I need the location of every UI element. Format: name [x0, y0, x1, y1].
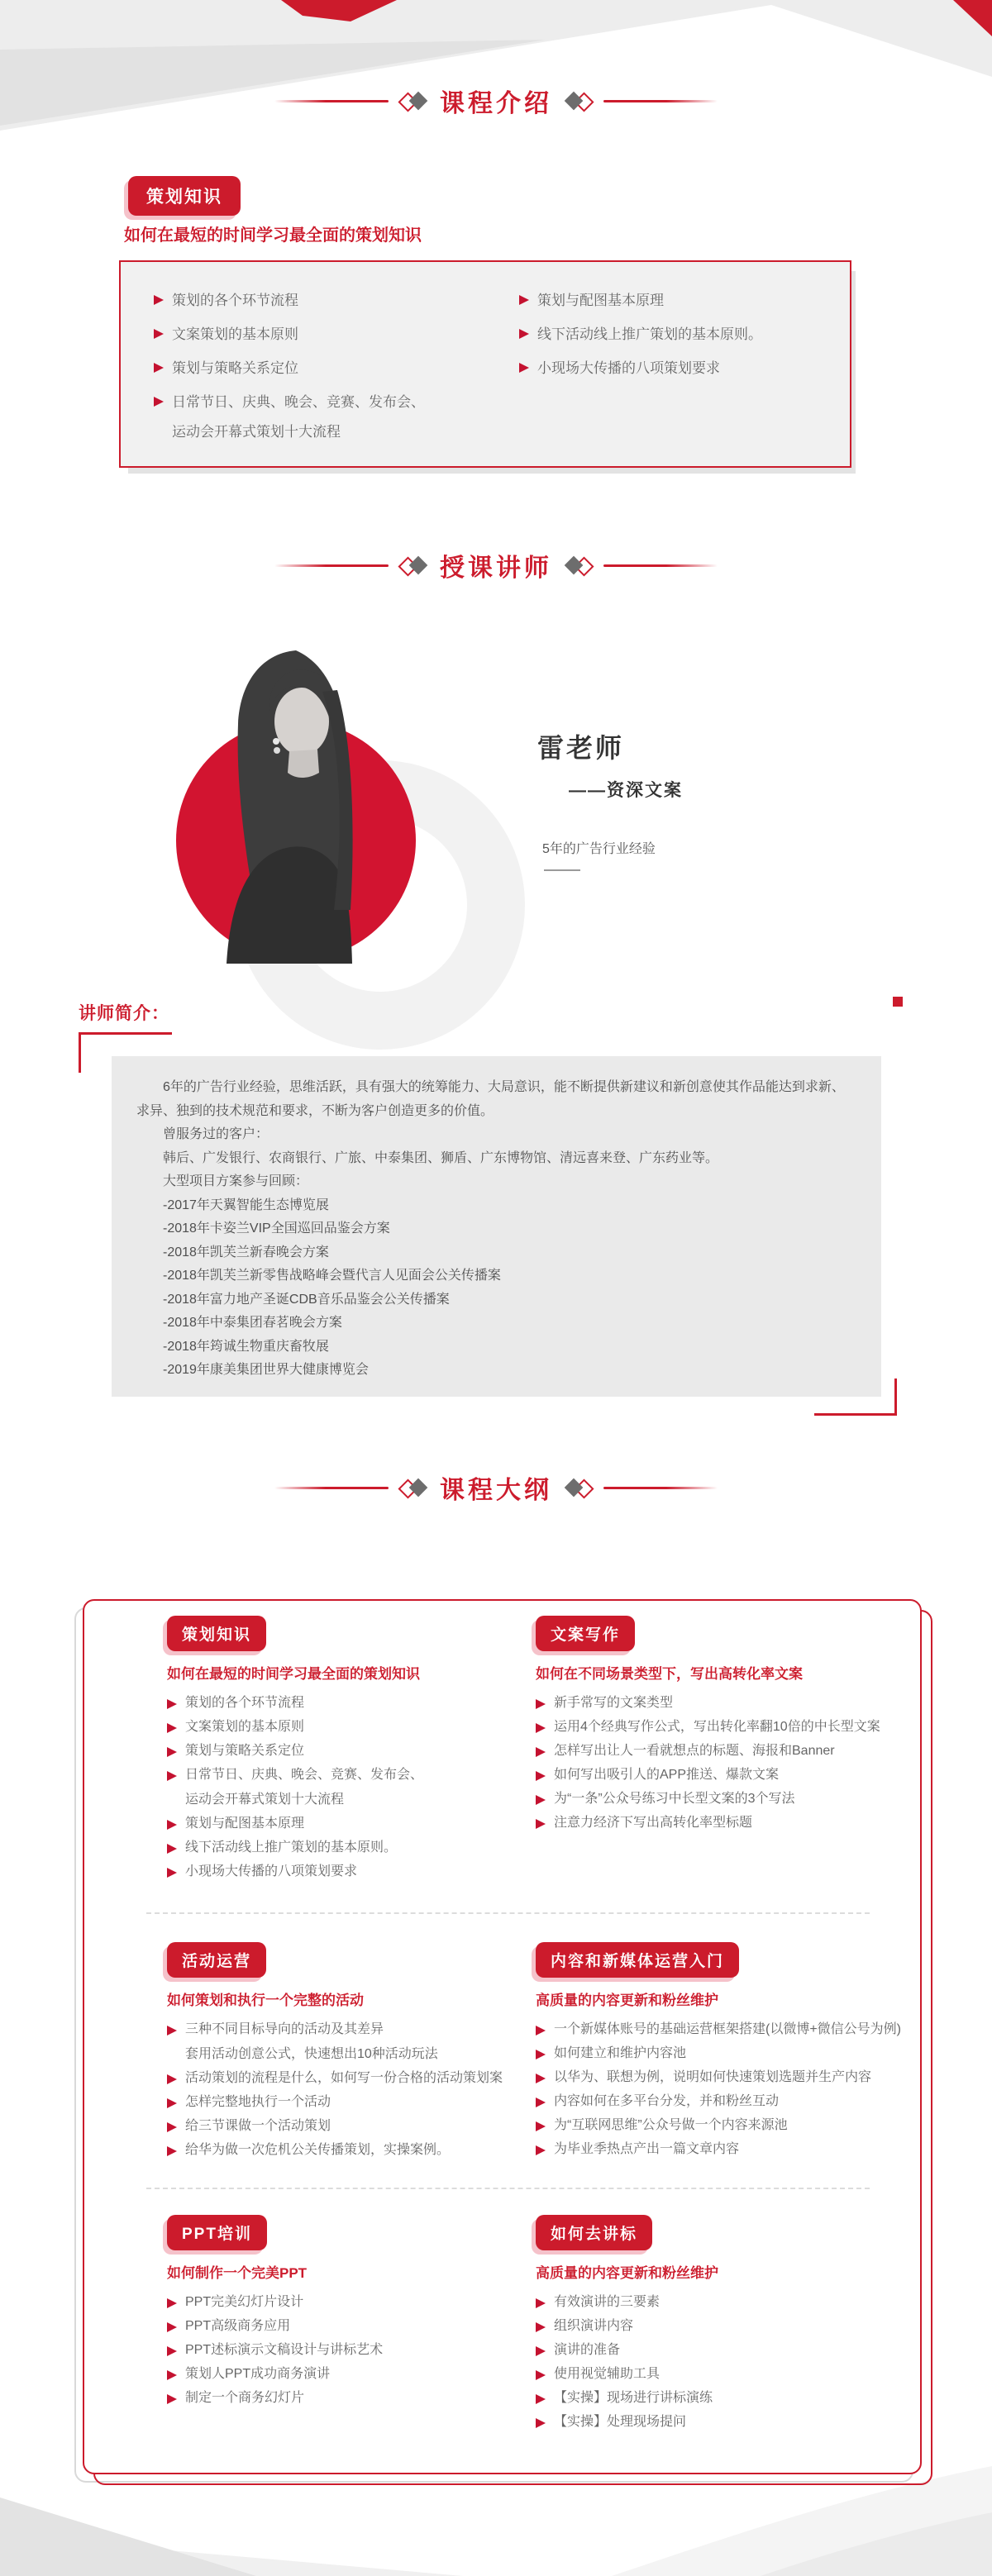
lecturer-portrait-photo — [217, 645, 374, 964]
arrow-bullet-icon — [167, 1771, 177, 1781]
outline-card-copywriting — [536, 1616, 916, 1840]
arrow-bullet-icon — [536, 2074, 546, 2083]
bullet-text: PPT完美幻灯片设计 — [185, 2295, 304, 2309]
card-subtitle: 如何策划和执行一个完整的活动 — [167, 1993, 364, 2008]
bullet-item — [167, 1744, 522, 1759]
arrow-bullet-icon — [536, 2097, 546, 2107]
bullet-item — [519, 326, 833, 343]
lecturer-name: 雷老师 — [537, 733, 625, 763]
bullet-text: 怎样完整地执行一个活动 — [185, 2095, 331, 2109]
arrow-bullet-icon — [536, 2121, 546, 2131]
arrow-bullet-icon — [167, 2122, 177, 2132]
profile-paragraph: -2018年筠诚生物重庆畜牧展 — [163, 1339, 329, 1354]
arrow-bullet-icon — [167, 2322, 177, 2332]
bullet-text: 注意力经济下写出高转化率型标题 — [554, 1816, 753, 1830]
bullet-item — [536, 2070, 916, 2085]
card-badge: 如何去讲标 — [536, 2215, 652, 2250]
profile-paragraph: 韩后、广发银行、农商银行、广旅、中泰集团、狮盾、广东博物馆、清远喜来登、广东药业等。 — [163, 1150, 719, 1165]
bullet-text: 运用4个经典写作公式，写出转化率翻10倍的中长型文案 — [554, 1720, 880, 1734]
dashed-separator — [146, 2188, 870, 2189]
bullet-text: 怎样写出让人一看就想点的标题、海报和Banner — [554, 1744, 835, 1758]
arrow-bullet-icon — [154, 329, 164, 339]
profile-paragraph: 6年的广告行业经验，思维活跃，具有强大的统筹能力、大局意识，能不断提供新建议和新创意使其作品能达到求新、求异、独到的技术规范和要求，不断为客户创造更多的价值。 — [136, 1080, 845, 1118]
section-header-outline — [0, 1469, 992, 1506]
bullet-text: 使用视觉辅助工具 — [554, 2367, 661, 2381]
bullet-item — [536, 1792, 916, 1807]
arrow-bullet-icon — [167, 1723, 177, 1733]
bullet-item — [167, 2095, 531, 2110]
outline-card-ppt — [167, 2215, 522, 2415]
arrow-bullet-icon — [154, 295, 164, 305]
bullet-text: 日常节日、庆典、晚会、竞赛、发布会、 — [185, 1768, 424, 1782]
card-badge: PPT培训 — [167, 2215, 267, 2250]
card-subtitle: 高质量的内容更新和粉丝维护 — [536, 2265, 718, 2281]
arrow-bullet-icon — [536, 1723, 546, 1733]
bullet-text: 套用活动创意公式，快速想出10种活动玩法 — [185, 2047, 438, 2061]
arrow-bullet-icon — [167, 1868, 177, 1878]
bullet-item — [519, 292, 833, 309]
bullet-item — [167, 2295, 522, 2310]
intro-right-list — [519, 292, 833, 393]
outline-card-planning — [167, 1616, 522, 1888]
bullet-item — [167, 2367, 522, 2382]
bullet-text: 日常节日、庆典、晚会、竞赛、发布会、 — [172, 394, 425, 410]
bullet-text: 策划的各个环节流程 — [172, 293, 298, 308]
arrow-bullet-icon — [519, 329, 529, 339]
intro-left-list — [154, 292, 484, 457]
lecturer-title: ——资深文案 — [569, 781, 683, 800]
card-bullet-list — [536, 1696, 916, 1831]
arrow-bullet-icon — [536, 1795, 546, 1805]
bullet-item — [167, 2119, 531, 2134]
arrow-bullet-icon — [536, 1771, 546, 1781]
bullet-text: 组织演讲内容 — [554, 2319, 634, 2333]
card-bullet-list — [167, 2295, 522, 2406]
bullet-text: 运动会开幕式策划十大流程 — [172, 424, 341, 440]
profile-paragraph: -2018年凯芙兰新零售战略峰会暨代言人见面会公关传播案 — [163, 1269, 501, 1283]
header-line-left — [274, 564, 389, 567]
arrow-bullet-icon — [536, 2026, 546, 2036]
section-title: 课程介绍 — [440, 90, 552, 117]
bullet-text: 策划与策略关系定位 — [172, 360, 298, 376]
bullet-text: 策划与配图基本原理 — [185, 1817, 305, 1831]
profile-paragraph: -2018年中泰集团春茗晚会方案 — [163, 1316, 342, 1330]
profile-paragraph: -2017年天翼智能生态博览展 — [163, 1198, 329, 1212]
arrow-bullet-icon — [536, 1699, 546, 1709]
red-square-decoration — [893, 997, 903, 1007]
arrow-bullet-icon — [167, 2026, 177, 2036]
card-badge: 策划知识 — [167, 1616, 266, 1651]
arrow-bullet-icon — [536, 2145, 546, 2155]
corner-bracket-bottom-right — [814, 1378, 897, 1416]
bullet-item — [536, 2415, 916, 2430]
bullet-text: 策划与配图基本原理 — [537, 293, 664, 308]
bullet-text: 演讲的准备 — [554, 2343, 621, 2357]
bullet-item — [536, 2391, 916, 2406]
arrow-bullet-icon — [154, 397, 164, 407]
outline-card-new-media — [536, 1942, 916, 2166]
profile-paragraph: -2018年凯芙兰新春晚会方案 — [163, 1245, 329, 1259]
bullet-text: 制定一个商务幻灯片 — [185, 2391, 305, 2405]
bullet-text: 【实操】处理现场提问 — [554, 2415, 687, 2429]
bullet-item — [167, 2319, 522, 2334]
bullet-text: 【实操】现场进行讲标演练 — [554, 2391, 713, 2405]
diamond-ornament-icon — [398, 553, 430, 578]
bullet-item — [536, 2142, 916, 2157]
bullet-item — [167, 1696, 522, 1711]
bullet-item — [167, 2022, 531, 2062]
outline-card-bid-presentation — [536, 2215, 916, 2439]
arrow-bullet-icon — [536, 2298, 546, 2308]
header-line-right — [603, 100, 718, 102]
profile-paragraph: 大型项目方案参与回顾： — [163, 1174, 309, 1188]
bullet-text: 以华为、联想为例，说明如何快速策划选题并生产内容 — [554, 2070, 872, 2084]
bullet-item — [536, 2367, 916, 2382]
profile-label: 讲师简介： — [79, 1004, 169, 1023]
arrow-bullet-icon — [536, 2418, 546, 2428]
arrow-bullet-icon — [536, 2394, 546, 2404]
profile-paragraph: 曾服务过的客户： — [163, 1127, 269, 1141]
bullet-item — [536, 1744, 916, 1759]
bullet-text: 文案策划的基本原则 — [185, 1720, 305, 1734]
bullet-text: 一个新媒体账号的基础运营框架搭建(以微博+微信公号为例) — [554, 2022, 902, 2036]
bullet-text: 有效演讲的三要素 — [554, 2295, 661, 2309]
card-badge: 文案写作 — [536, 1616, 635, 1651]
bullet-text: 如何建立和维护内容池 — [554, 2046, 687, 2060]
bullet-text: 文案策划的基本原则 — [172, 326, 298, 342]
bullet-text: 策划与策略关系定位 — [185, 1744, 305, 1758]
section-header-intro — [0, 83, 992, 119]
diamond-ornament-icon — [398, 88, 430, 113]
diamond-ornament-icon — [562, 1475, 594, 1500]
profile-text-box — [112, 1056, 881, 1397]
arrow-bullet-icon — [167, 2074, 177, 2084]
intro-subtitle: 如何在最短的时间学习最全面的策划知识 — [124, 226, 422, 245]
header-line-left — [274, 100, 389, 102]
bullet-item — [536, 2295, 916, 2310]
bullet-item — [167, 2071, 531, 2086]
bullet-text: 给华为做一次危机公关传播策划，实操案例。 — [185, 2143, 451, 2157]
arrow-bullet-icon — [167, 2346, 177, 2356]
intro-points-box — [119, 260, 851, 468]
arrow-bullet-icon — [167, 2146, 177, 2156]
bullet-item — [536, 2118, 916, 2133]
arrow-bullet-icon — [167, 1844, 177, 1854]
arrow-bullet-icon — [167, 1820, 177, 1830]
bullet-item — [536, 2094, 916, 2109]
arrow-bullet-icon — [536, 2050, 546, 2059]
section-title: 课程大纲 — [440, 1477, 552, 1504]
bullet-item — [167, 2143, 531, 2158]
card-subtitle: 如何制作一个完美PPT — [167, 2265, 308, 2281]
bullet-text: 活动策划的流程是什么，如何写一份合格的活动策划案 — [185, 2071, 503, 2085]
bullet-text: 线下活动线上推广策划的基本原则。 — [537, 326, 762, 342]
bullet-text: 线下活动线上推广策划的基本原则。 — [185, 1840, 398, 1855]
bullet-item — [536, 1720, 916, 1735]
bullet-item — [536, 2343, 916, 2358]
section-header-lecturer — [0, 547, 992, 583]
arrow-bullet-icon — [536, 2346, 546, 2356]
intro-badge: 策划知识 — [128, 176, 241, 216]
bullet-item — [519, 359, 833, 377]
arrow-bullet-icon — [536, 1819, 546, 1829]
bullet-text: 内容如何在多平台分发，并和粉丝互动 — [554, 2094, 780, 2108]
header-line-right — [603, 564, 718, 567]
bullet-item — [167, 1720, 522, 1735]
arrow-bullet-icon — [167, 1747, 177, 1757]
card-bullet-list — [536, 2022, 916, 2157]
bullet-item — [536, 2046, 916, 2061]
divider-line — [544, 869, 580, 871]
arrow-bullet-icon — [154, 363, 164, 373]
card-bullet-list — [536, 2295, 916, 2430]
bullet-item — [536, 1696, 916, 1711]
profile-paragraph: -2019年康美集团世界大健康博览会 — [163, 1363, 369, 1377]
arrow-bullet-icon — [536, 2322, 546, 2332]
bullet-item — [167, 1817, 522, 1831]
arrow-bullet-icon — [536, 2370, 546, 2380]
header-line-left — [274, 1487, 389, 1489]
bullet-item — [154, 326, 484, 343]
profile-paragraph: -2018年卡姿兰VIP全国巡回品鉴会方案 — [163, 1221, 390, 1236]
bullet-text: 如何写出吸引人的APP推送、爆款文案 — [554, 1768, 780, 1782]
bullet-item — [154, 393, 484, 440]
lecturer-experience: 5年的广告行业经验 — [542, 842, 656, 856]
bullet-text: PPT高级商务应用 — [185, 2319, 291, 2333]
card-badge: 活动运营 — [167, 1942, 266, 1978]
arrow-bullet-icon — [536, 1747, 546, 1757]
bullet-text: 运动会开幕式策划十大流程 — [185, 1793, 345, 1807]
bullet-item — [536, 1816, 916, 1831]
bullet-item — [536, 2022, 916, 2037]
bullet-text: 为“互联网思维”公众号做一个内容来源池 — [554, 2118, 788, 2132]
card-subtitle: 高质量的内容更新和粉丝维护 — [536, 1993, 718, 2008]
bullet-text: PPT述标演示文稿设计与讲标艺术 — [185, 2343, 384, 2357]
diamond-ornament-icon — [562, 553, 594, 578]
bullet-item — [154, 292, 484, 309]
bullet-text: 策划的各个环节流程 — [185, 1696, 305, 1710]
bullet-text: 为“一条”公众号练习中长型文案的3个写法 — [554, 1792, 795, 1806]
bullet-item — [167, 1768, 522, 1807]
card-subtitle: 如何在最短的时间学习最全面的策划知识 — [167, 1666, 420, 1682]
outline-card-event-ops — [167, 1942, 531, 2167]
bullet-text: 给三节课做一个活动策划 — [185, 2119, 331, 2133]
header-line-right — [603, 1487, 718, 1489]
arrow-bullet-icon — [167, 2098, 177, 2108]
arrow-bullet-icon — [167, 2370, 177, 2380]
bullet-text: 策划人PPT成功商务演讲 — [185, 2367, 331, 2381]
card-badge: 内容和新媒体运营入门 — [536, 1942, 739, 1978]
bullet-item — [167, 1840, 522, 1855]
diamond-ornament-icon — [398, 1475, 430, 1500]
card-bullet-list — [167, 1696, 522, 1879]
diamond-ornament-icon — [562, 88, 594, 113]
profile-paragraph: -2018年富力地产圣诞CDB音乐品鉴会公关传播案 — [163, 1292, 450, 1307]
bullet-item — [536, 1768, 916, 1783]
arrow-bullet-icon — [167, 1699, 177, 1709]
arrow-bullet-icon — [519, 363, 529, 373]
arrow-bullet-icon — [167, 2298, 177, 2308]
bullet-text: 小现场大传播的八项策划要求 — [537, 360, 720, 376]
bullet-text: 三种不同目标导向的活动及其差异 — [185, 2022, 384, 2036]
section-title: 授课讲师 — [440, 555, 552, 582]
card-bullet-list — [167, 2022, 531, 2158]
bullet-item — [167, 2391, 522, 2406]
arrow-bullet-icon — [519, 295, 529, 305]
dashed-separator — [146, 1912, 870, 1914]
arrow-bullet-icon — [167, 2394, 177, 2404]
course-outline-box — [83, 1599, 922, 2474]
bullet-item — [154, 359, 484, 377]
bullet-text: 新手常写的文案类型 — [554, 1696, 674, 1710]
bullet-item — [167, 1864, 522, 1879]
bullet-item — [167, 2343, 522, 2358]
bullet-text: 为毕业季热点产出一篇文章内容 — [554, 2142, 740, 2156]
bullet-item — [536, 2319, 916, 2334]
card-subtitle: 如何在不同场景类型下，写出高转化率文案 — [536, 1666, 803, 1682]
bullet-text: 小现场大传播的八项策划要求 — [185, 1864, 358, 1878]
